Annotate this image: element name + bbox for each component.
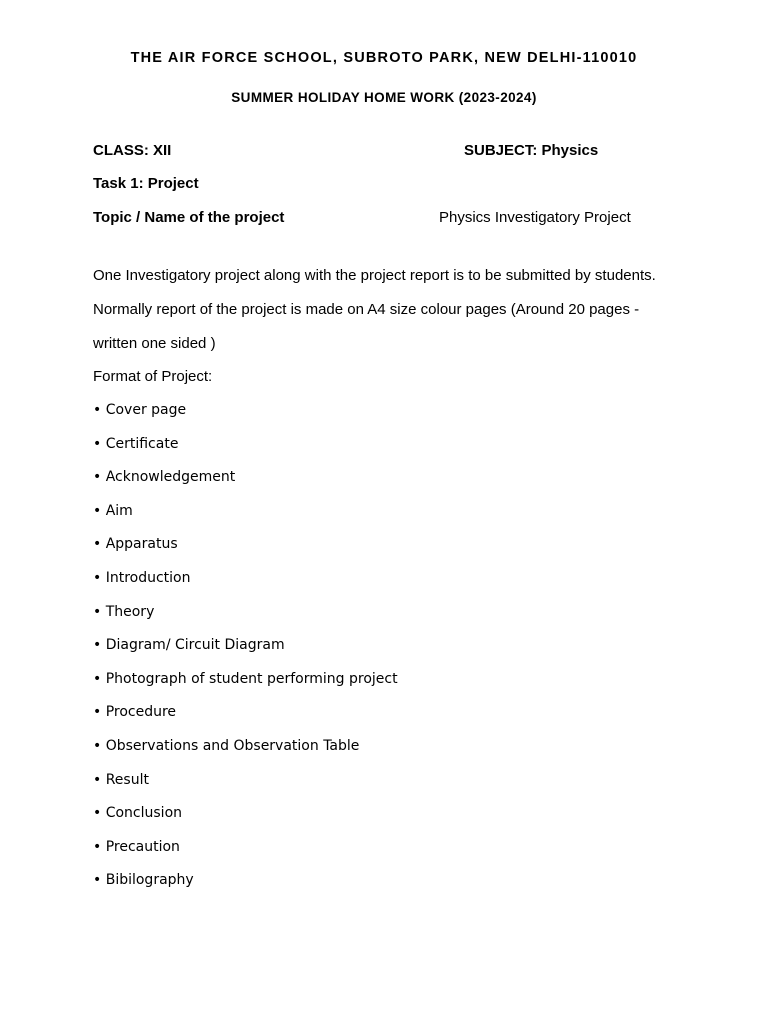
subject-label: SUBJECT: Physics xyxy=(464,142,599,159)
task-label: Task 1: Project xyxy=(93,175,199,192)
paragraph-report-line-1: Normally report of the project is made on A4 size colour pages (Around 20 pages - xyxy=(93,301,640,318)
paragraph-submission: One Investigatory project along with the project report is to be submitted by students. xyxy=(93,267,656,284)
school-name-heading: THE AIR FORCE SCHOOL, SUBROTO PARK, NEW DELHI-110010 xyxy=(130,50,638,66)
list-item: • Precaution xyxy=(93,838,180,855)
list-item: • Observations and Observation Table xyxy=(93,737,360,754)
list-item: • Procedure xyxy=(93,704,177,721)
list-item: • Certificate xyxy=(93,435,179,452)
list-item: • Theory xyxy=(93,603,155,620)
class-label: CLASS: XII xyxy=(93,142,172,159)
paragraph-report-line-2: written one sided ) xyxy=(93,335,216,352)
list-item: • Photograph of student performing project xyxy=(93,670,398,687)
topic-label: Topic / Name of the project xyxy=(93,209,285,226)
list-item: • Introduction xyxy=(93,569,191,586)
format-heading: Format of Project: xyxy=(93,368,213,385)
list-item: • Acknowledgement xyxy=(93,469,236,486)
list-item: • Diagram/ Circuit Diagram xyxy=(93,637,285,654)
list-item: • Bibilography xyxy=(93,872,194,889)
list-item: • Aim xyxy=(93,502,133,519)
list-item: • Apparatus xyxy=(93,536,178,553)
homework-title: SUMMER HOLIDAY HOME WORK (2023-2024) xyxy=(231,90,537,105)
list-item: • Cover page xyxy=(93,402,187,418)
format-list xyxy=(93,400,398,904)
list-item: • Result xyxy=(93,771,149,788)
list-item: • Conclusion xyxy=(93,805,183,822)
topic-value: Physics Investigatory Project xyxy=(439,209,631,226)
